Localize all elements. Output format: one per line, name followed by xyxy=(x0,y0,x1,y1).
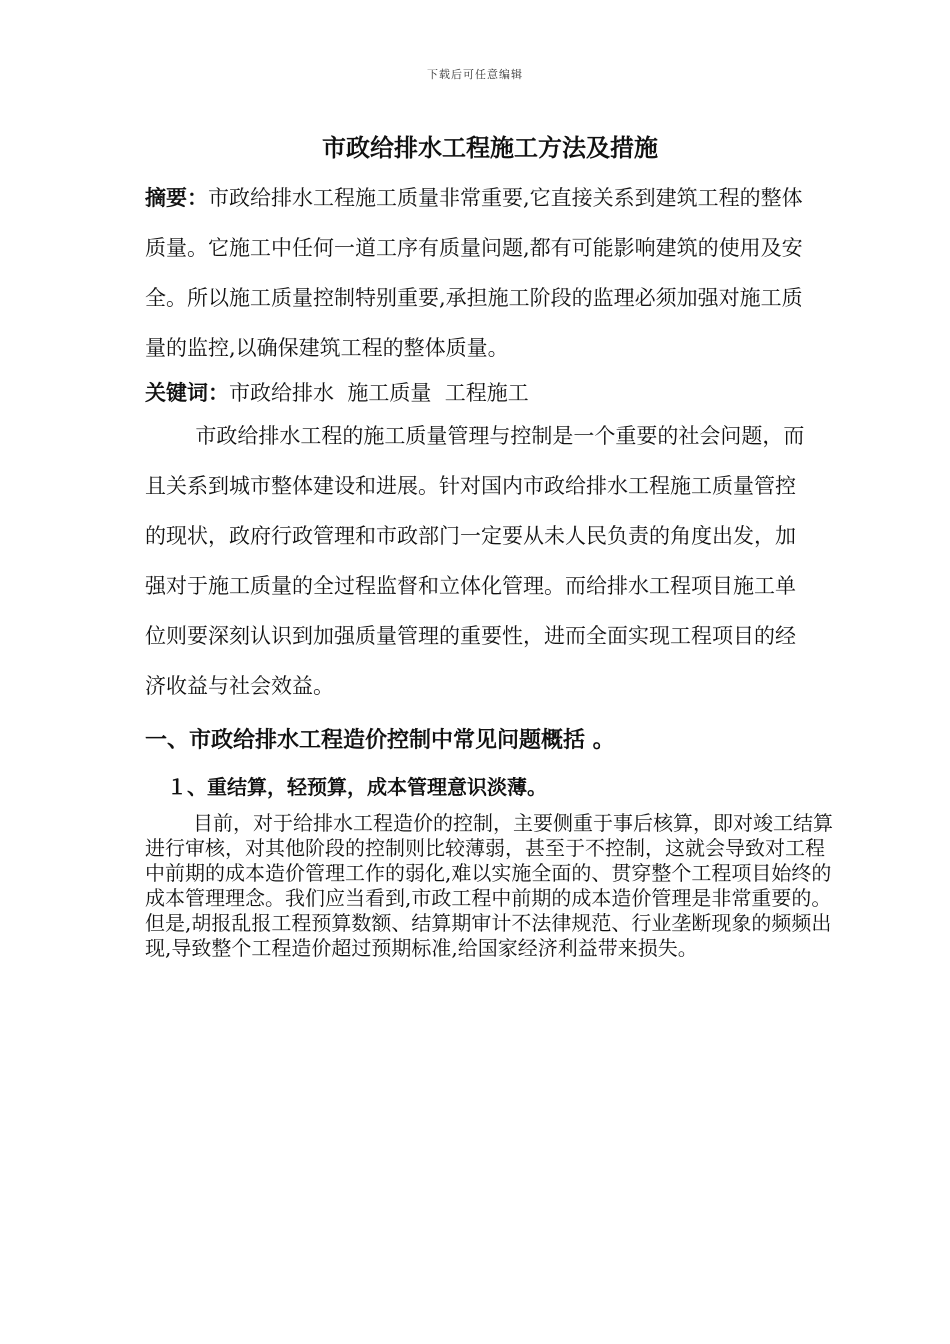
intro-paragraph: 市政给排水工程的施工质量管理与控制是一个重要的社会问题，而且关系到城市整体建设和进展。针对国内市政给排水工程施工质量管控的现状，政府行政管理和市政部门一定要从未人民负责的角度出发，加强对于施工质量的全过程监督和立体化管理。而给排水工程项目施工单位则要深刻认识到加强质量管理的重要性，进而全面实现工程项目的经济收益与社会效益。 xyxy=(145,424,805,698)
section-1-heading: 一、市政给排水工程造价控制中常见问题概括 。 xyxy=(145,728,615,753)
keywords-text: 市政给排水 施工质量 工程施工 xyxy=(229,381,529,405)
document-title: 市政给排水工程施工方法及措施 xyxy=(322,134,658,162)
keywords-label: 关键词： xyxy=(145,381,229,405)
document-body xyxy=(145,128,833,961)
abstract-text: 市政给排水工程施工质量非常重要,它直接关系到建筑工程的整体质量。它施工中任何一道工序有质量问题,都有可能影响建筑的使用及安全。所以施工质量控制特别重要,承担施工阶段的监理必须加强对施工质量的监控,以确保建筑工程的整体质量。 xyxy=(145,186,803,360)
abstract-paragraph xyxy=(145,173,815,373)
abstract-label: 摘要： xyxy=(145,186,208,210)
keywords-line xyxy=(145,375,815,411)
subsection-1-paragraph: 目前，对于给排水工程造价的控制，主要侧重于事后核算，即对竣工结算进行审核，对其他阶段的控制则比较薄弱，甚至于不控制，这就会导致对工程中前期的成本造价管理工作的弱化,难以实施全面的、贯穿整个工程项目始终的成本管理理念。我们应当看到,市政工程中前期的成本造价管理是非常重要的。但是,胡报乱报工程预算数额、结算期审计不法律规范、行业垄断现象的频频出现,导致整个工程造价超过预期标准,给国家经济利益带来损失。 xyxy=(145,811,833,960)
header-note: 下载后可任意编辑 xyxy=(427,68,523,81)
subsection-1-heading: １、重结算，轻预算，成本管理意识淡薄。 xyxy=(167,775,547,799)
